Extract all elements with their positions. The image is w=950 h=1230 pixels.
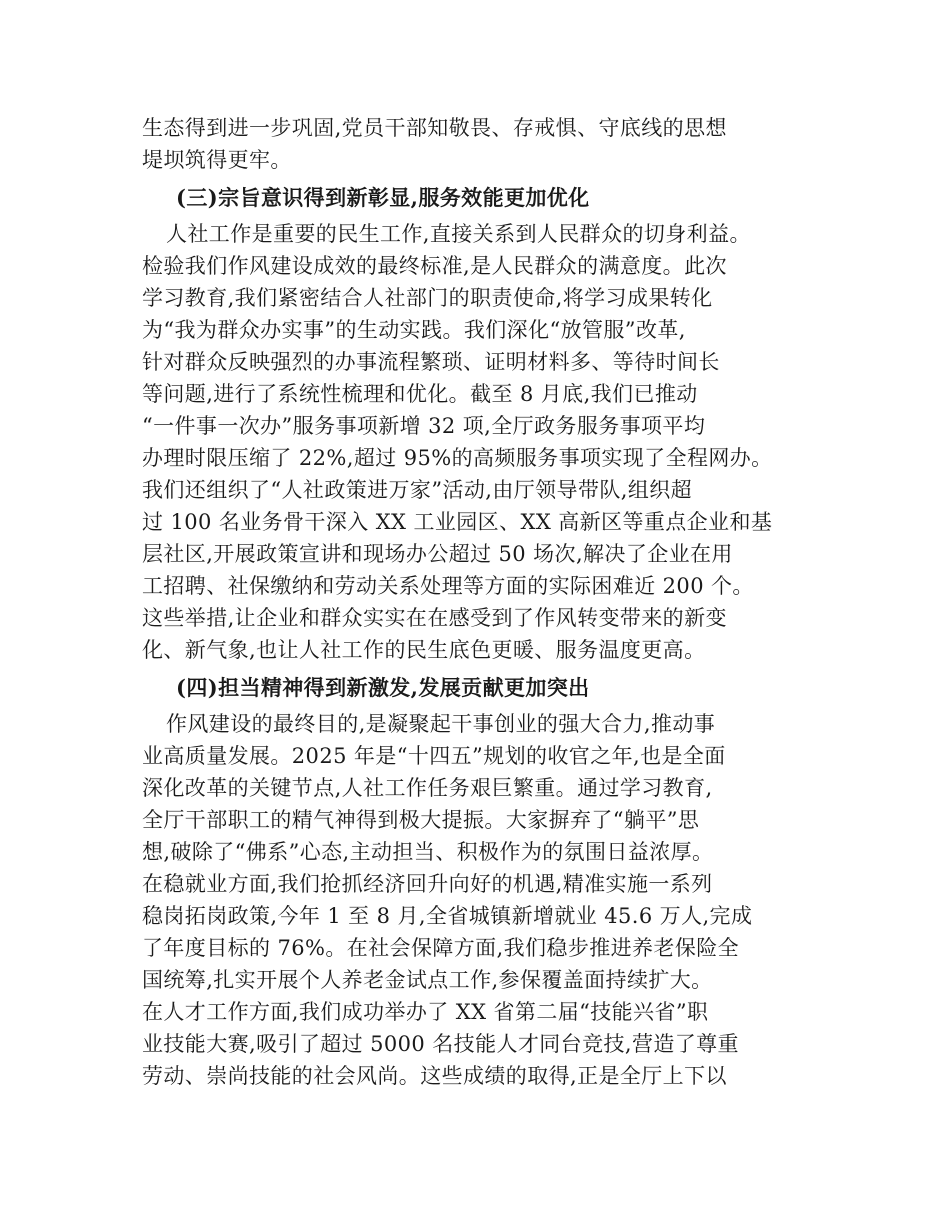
body-text-line: 过 100 名业务骨干深入 XX 工业园区、XX 高新区等重点企业和基: [142, 510, 773, 534]
body-text-line: 堤坝筑得更牢。: [142, 148, 292, 172]
body-text-line: 在稳就业方面,我们抢抓经济回升向好的机遇,精准实施一系列: [142, 872, 713, 896]
body-text-line: 层社区,开展政策宣讲和现场办公超过 50 场次,解决了企业在用: [142, 542, 733, 566]
body-text-line: 等问题,进行了系统性梳理和优化。截至 8 月底,我们已推动: [142, 382, 698, 406]
body-text-line: 业高质量发展。2025 年是“十四五”规划的收官之年,也是全面: [142, 744, 726, 768]
body-text-line: 作风建设的最终目的,是凝聚起干事创业的强大合力,推动事: [166, 712, 716, 736]
body-text-line: 我们还组织了“人社政策进万家”活动,由厅领导带队,组织超: [142, 478, 693, 502]
body-text-line: 针对群众反映强烈的办事流程繁琐、证明材料多、等待时间长: [142, 350, 720, 374]
body-text-line: 想,破除了“佛系”心态,主动担当、积极作为的氛围日益浓厚。: [142, 840, 714, 864]
document-body: [142, 112, 822, 1092]
body-text-line: 为“我为群众办实事”的生动实践。我们深化“放管服”改革,: [142, 318, 686, 342]
body-text-line: “一件事一次办”服务事项新增 32 项,全厅政务服务事项平均: [142, 414, 706, 438]
body-text-line: 生态得到进一步巩固,党员干部知敬畏、存戒惧、守底线的思想: [142, 116, 727, 140]
body-text-line: 办理时限压缩了 22%,超过 95%的高频服务事项实现了全程网办。: [142, 446, 773, 470]
body-text-line: 国统筹,扎实开展个人养老金试点工作,参保覆盖面持续扩大。: [142, 968, 713, 992]
body-text-line: 业技能大赛,吸引了超过 5000 名技能人才同台竞技,营造了尊重: [142, 1032, 739, 1056]
section-heading: (四)担当精神得到新激发,发展贡献更加突出: [176, 675, 590, 700]
body-text-line: 劳动、崇尚技能的社会风尚。这些成绩的取得,正是全厅上下以: [142, 1064, 727, 1088]
body-text-line: 学习教育,我们紧密结合人社部门的职责使命,将学习成果转化: [142, 286, 713, 310]
body-text-line: 化、新气象,也让人社工作的民生底色更暖、服务温度更高。: [142, 638, 706, 662]
body-text-line: 稳岗拓岗政策,今年 1 至 8 月,全省城镇新增就业 45.6 万人,完成: [142, 904, 753, 928]
body-text-line: 这些举措,让企业和群众实实在在感受到了作风转变带来的新变: [142, 606, 727, 630]
body-text-line: 在人才工作方面,我们成功举办了 XX 省第二届“技能兴省”职: [142, 1000, 709, 1024]
body-text-line: 检验我们作风建设成效的最终标准,是人民群众的满意度。此次: [142, 254, 727, 278]
body-text-line: 了年度目标的 76%。在社会保障方面,我们稳步推进养老保险全: [142, 936, 740, 960]
body-text-line: 深化改革的关键节点,人社工作任务艰巨繁重。通过学习教育,: [142, 776, 713, 800]
body-text-line: 工招聘、社保缴纳和劳动关系处理等方面的实际困难近 200 个。: [142, 574, 754, 598]
body-text-line: 全厅干部职工的精气神得到极大提振。大家摒弃了“躺平”思: [142, 808, 700, 832]
section-heading: (三)宗旨意识得到新彰显,服务效能更加优化: [176, 185, 590, 210]
body-text-line: 人社工作是重要的民生工作,直接关系到人民群众的切身利益。: [166, 222, 751, 246]
